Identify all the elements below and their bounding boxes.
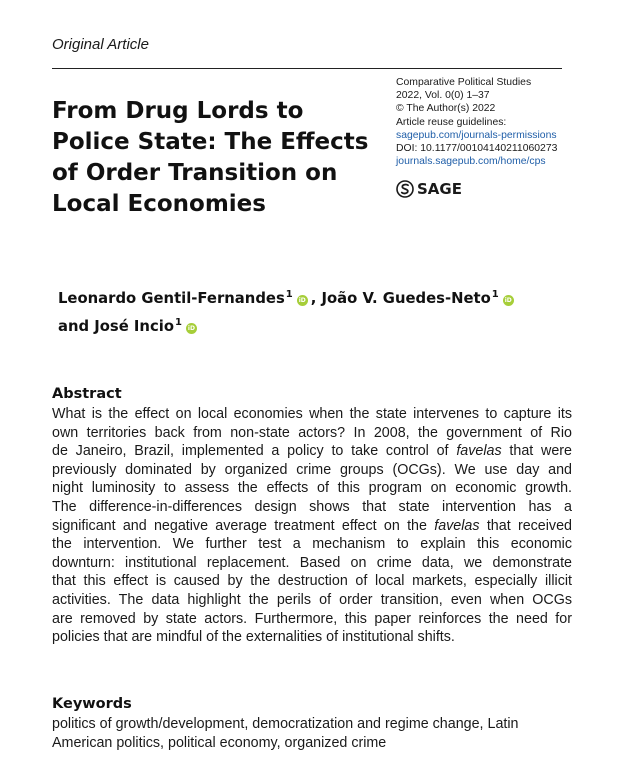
author-name: João V. Guedes-Neto — [321, 290, 491, 307]
article-type-label: Original Article — [52, 36, 149, 53]
journal-homepage-link[interactable]: journals.sagepub.com/home/cps — [396, 156, 546, 168]
sage-wordmark: SAGE — [417, 180, 462, 198]
permissions-link[interactable]: sagepub.com/journals-permissions — [396, 129, 557, 141]
title-line: of Order Transition on — [52, 160, 338, 186]
journal-volume: 2022, Vol. 0(0) 1–37 — [396, 90, 490, 102]
title-line: Police State: The Effects — [52, 129, 369, 155]
sage-emblem-icon — [396, 180, 414, 198]
affiliation-marker: 1 — [174, 317, 182, 328]
abstract-heading: Abstract — [52, 386, 122, 402]
abstract-line: own territories back from non-state actors? In 2008, the government of Rio — [52, 424, 572, 441]
author-conjunction: and — [58, 318, 95, 335]
title-line: From Drug Lords to — [52, 98, 304, 124]
abstract-line: previously dominated by organized crime groups (OCGs). We use day and — [52, 461, 572, 478]
affiliation-marker: 1 — [491, 289, 499, 300]
orcid-icon[interactable]: iD — [504, 297, 512, 304]
affiliation-marker: 1 — [285, 289, 293, 300]
abstract-line: The difference-in-differences design shows that state intervention has a — [52, 498, 572, 515]
keywords-body — [52, 715, 572, 752]
abstract-line: the intervention. We further test a mechanism to explain this economic — [52, 536, 572, 553]
title-line: Local Economies — [52, 191, 266, 217]
abstract-line: are removed by state actors. Furthermore, this paper reinforces the need for — [52, 610, 572, 627]
italic-term: favelas — [434, 517, 480, 534]
keywords-line: American politics, political economy, organized crime — [52, 734, 387, 751]
abstract-line: significant and negative average treatment effect on the favelas that received — [52, 517, 572, 534]
abstract-line: activities. The data highlight the perils of order transition, even when OCGs — [52, 591, 572, 608]
abstract-line: night luminosity to assess the effects of this program on economic growth. — [52, 480, 572, 497]
copyright-notice: © The Author(s) 2022 — [396, 103, 496, 115]
doi[interactable]: DOI: 10.1177/00104140211060273 — [396, 143, 558, 155]
author-separator: , — [310, 290, 322, 307]
keywords-heading: Keywords — [52, 696, 132, 712]
author-name: Leonardo Gentil-Fernandes — [58, 290, 285, 307]
abstract-line: What is the effect on local economies when the state intervenes to capture its — [52, 406, 572, 422]
reuse-guidelines-label: Article reuse guidelines: — [396, 116, 507, 128]
author-line-2 — [58, 311, 578, 339]
italic-term: favelas — [456, 443, 502, 460]
abstract-line: policies that are mindful of the externalities of institutional shifts. — [52, 629, 455, 646]
journal-metadata — [396, 76, 576, 168]
author-line-1 — [58, 283, 578, 311]
abstract-line: de Janeiro, Brazil, implemented a policy to take control of favelas that were — [52, 443, 572, 460]
journal-name: Comparative Political Studies — [396, 77, 532, 88]
abstract-line: downturn: institutional replacement. Based on crime data, we demonstrate — [52, 554, 572, 571]
keywords-line: politics of growth/development, democratization and regime change, Latin — [52, 716, 519, 732]
author-name: José Incio — [94, 318, 174, 335]
orcid-icon[interactable]: iD — [187, 325, 195, 332]
orcid-icon[interactable]: iD — [298, 297, 306, 304]
sage-logo — [396, 178, 462, 200]
header-rule — [52, 68, 562, 69]
abstract-line: that this effect is caused by the destruction of local markets, especially illicit — [52, 573, 572, 590]
author-list — [58, 283, 578, 339]
article-title — [52, 96, 372, 220]
abstract-body — [52, 405, 572, 647]
